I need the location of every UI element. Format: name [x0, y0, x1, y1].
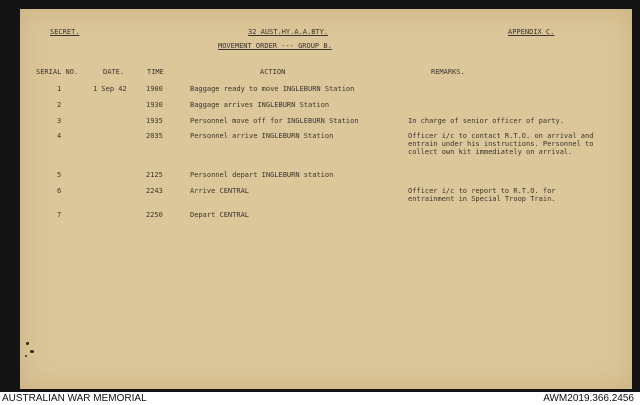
col-action: ACTION	[260, 68, 286, 76]
row-3-action: Personnel move off for INGLEBURN Station	[190, 117, 359, 125]
row-7-serial: 7	[57, 211, 62, 219]
row-6-action: Arrive CENTRAL	[190, 187, 250, 195]
archive-credit: AUSTRALIAN WAR MEMORIAL	[2, 393, 147, 404]
row-1-time: 1900	[146, 85, 163, 93]
page-title: MOVEMENT ORDER --- GROUP B.	[218, 42, 332, 50]
ink-mark	[25, 355, 27, 357]
row-5-time: 2125	[146, 171, 163, 179]
row-4-action: Personnel arrive INGLEBURN Station	[190, 132, 334, 140]
classification: SECRET.	[50, 28, 80, 36]
row-2-action: Baggage arrives INGLEBURN Station	[190, 101, 330, 109]
row-5-serial: 5	[57, 171, 62, 179]
row-1-date: 1 Sep 42	[93, 85, 127, 93]
col-time: TIME	[147, 68, 164, 76]
row-6-time: 2243	[146, 187, 163, 195]
unit-title: 32 AUST.HY.A.A.BTY.	[248, 28, 329, 36]
col-date: DATE.	[103, 68, 125, 76]
col-remarks: REMARKS.	[431, 68, 465, 76]
row-5-action: Personnel depart INGLEBURN station	[190, 171, 334, 179]
ink-mark	[30, 350, 34, 353]
row-6-remarks: Officer i/c to report to R.T.O. for entrainment in Special Troop Train.	[408, 187, 556, 203]
row-1-action: Baggage ready to move INGLEBURN Station	[190, 85, 355, 93]
archive-reference: AWM2019.366.2456	[543, 393, 634, 404]
row-6-serial: 6	[57, 187, 62, 195]
row-4-remarks: Officer i/c to contact R.T.O. on arrival and entrain under his instructions. Personnel to collect own kit immediately on arrival.	[408, 132, 594, 156]
row-7-action: Depart CENTRAL	[190, 211, 250, 219]
row-3-remarks: In charge of senior officer of party.	[408, 117, 564, 125]
row-2-serial: 2	[57, 101, 62, 109]
col-serial: SERIAL NO.	[36, 68, 79, 76]
row-4-serial: 4	[57, 132, 62, 140]
document-sheet	[20, 9, 632, 389]
row-1-serial: 1	[57, 85, 62, 93]
row-3-serial: 3	[57, 117, 62, 125]
row-2-time: 1930	[146, 101, 163, 109]
ink-mark	[26, 342, 29, 345]
row-7-time: 2250	[146, 211, 163, 219]
row-3-time: 1935	[146, 117, 163, 125]
appendix-label: APPENDIX C.	[508, 28, 555, 36]
row-4-time: 2035	[146, 132, 163, 140]
